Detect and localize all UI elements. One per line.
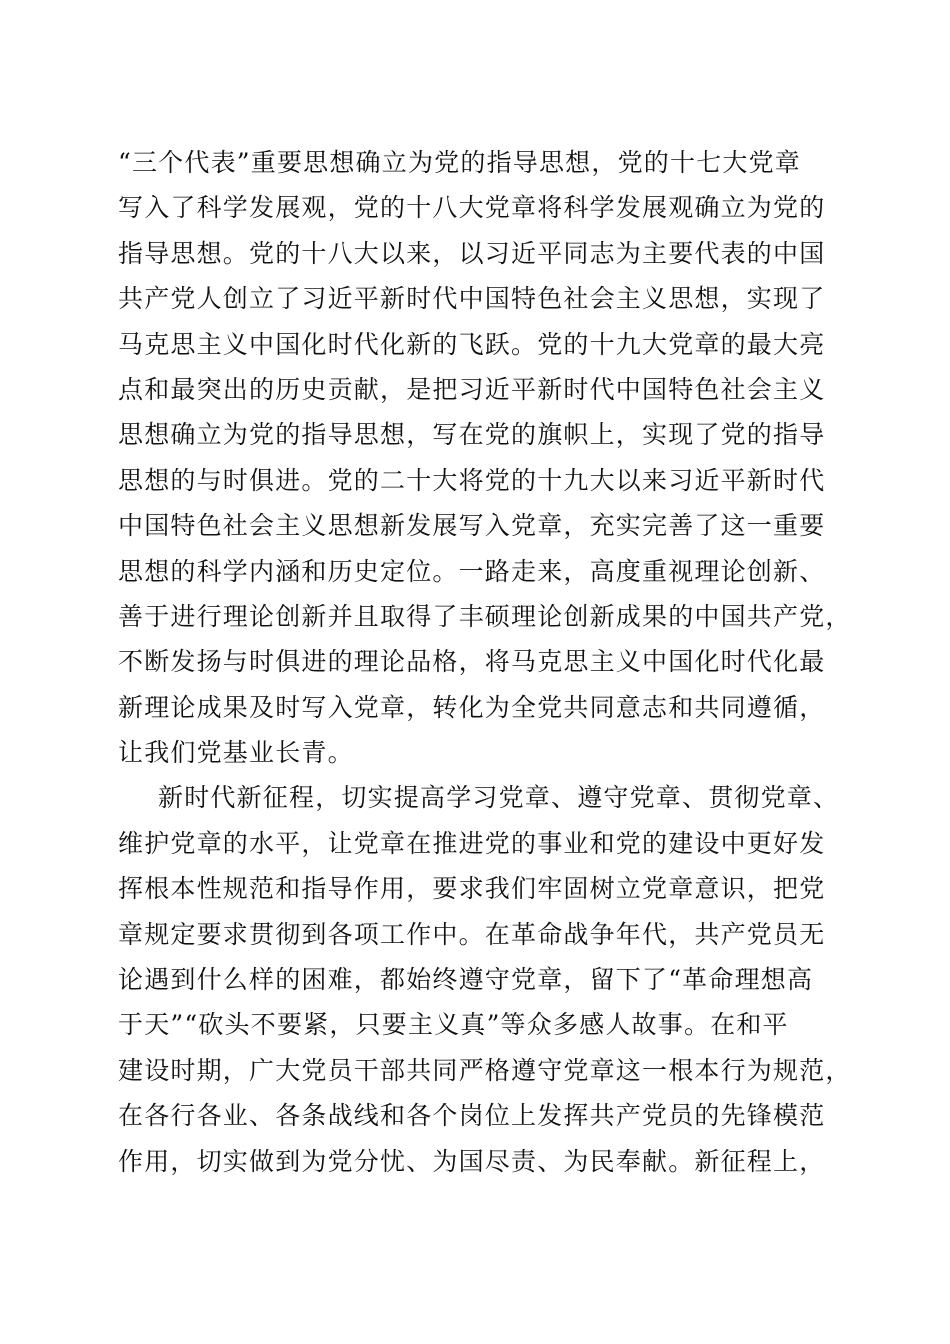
text-line: 于天”“砍头不要紧，只要主义真”等众多感人故事。在和平 — [118, 1010, 789, 1040]
text-line: 共产党人创立了习近平新时代中国特色社会主义思想，实现了 — [118, 284, 826, 314]
text-line: 思想的与时俱进。党的二十大将党的十九大以来习近平新时代 — [118, 465, 826, 495]
text-line: 点和最突出的历史贡献，是把习近平新时代中国特色社会主义 — [118, 374, 826, 404]
text-line: 在各行各业、各条战线和各个岗位上发挥共产党员的先锋模范 — [118, 1101, 826, 1131]
body-text — [118, 140, 852, 1184]
text-line: 论遇到什么样的困难，都始终遵守党章，留下了“革命理想高 — [118, 965, 814, 995]
text-line: 新理论成果及时写入党章，转化为全党共同意志和共同遵循， — [118, 692, 826, 722]
text-line: 善于进行理论创新并且取得了丰硕理论创新成果的中国共产党， — [118, 601, 852, 631]
text-line: 让我们党基业长青。 — [118, 738, 354, 768]
text-line: 指导思想。党的十八大以来，以习近平同志为主要代表的中国 — [118, 238, 826, 268]
text-line: 思想的科学内涵和历史定位。一路走来，高度重视理论创新、 — [118, 556, 826, 586]
text-line: 不断发扬与时俱进的理论品格，将马克思主义中国化时代化最 — [118, 647, 826, 677]
text-line: 建设时期，广大党员干部共同严格遵守党章这一根本行为规范， — [118, 1055, 852, 1085]
text-line: “三个代表”重要思想确立为党的指导思想，党的十七大党章 — [118, 148, 801, 177]
text-line: 马克思主义中国化时代化新的飞跃。党的十九大党章的最大亮 — [118, 329, 826, 359]
text-line: 中国特色社会主义思想新发展写入党章，充实完善了这一重要 — [118, 511, 826, 541]
text-line: 挥根本性规范和指导作用，要求我们牢固树立党章意识，把党 — [118, 874, 826, 904]
text-line: 维护党章的水平，让党章在推进党的事业和党的建设中更好发 — [118, 828, 826, 858]
text-line: 作用，切实做到为党分忧、为国尽责、为民奉献。新征程上， — [118, 1146, 826, 1176]
text-line: 写入了科学发展观，党的十八大党章将科学发展观确立为党的 — [118, 193, 826, 223]
text-line: 章规定要求贯彻到各项工作中。在革命战争年代，共产党员无 — [118, 919, 826, 949]
paragraph-start-line: 新时代新征程，切实提高学习党章、遵守党章、贯彻党章、 — [158, 783, 840, 813]
text-line: 思想确立为党的指导思想，写在党的旗帜上，实现了党的指导 — [118, 420, 826, 450]
